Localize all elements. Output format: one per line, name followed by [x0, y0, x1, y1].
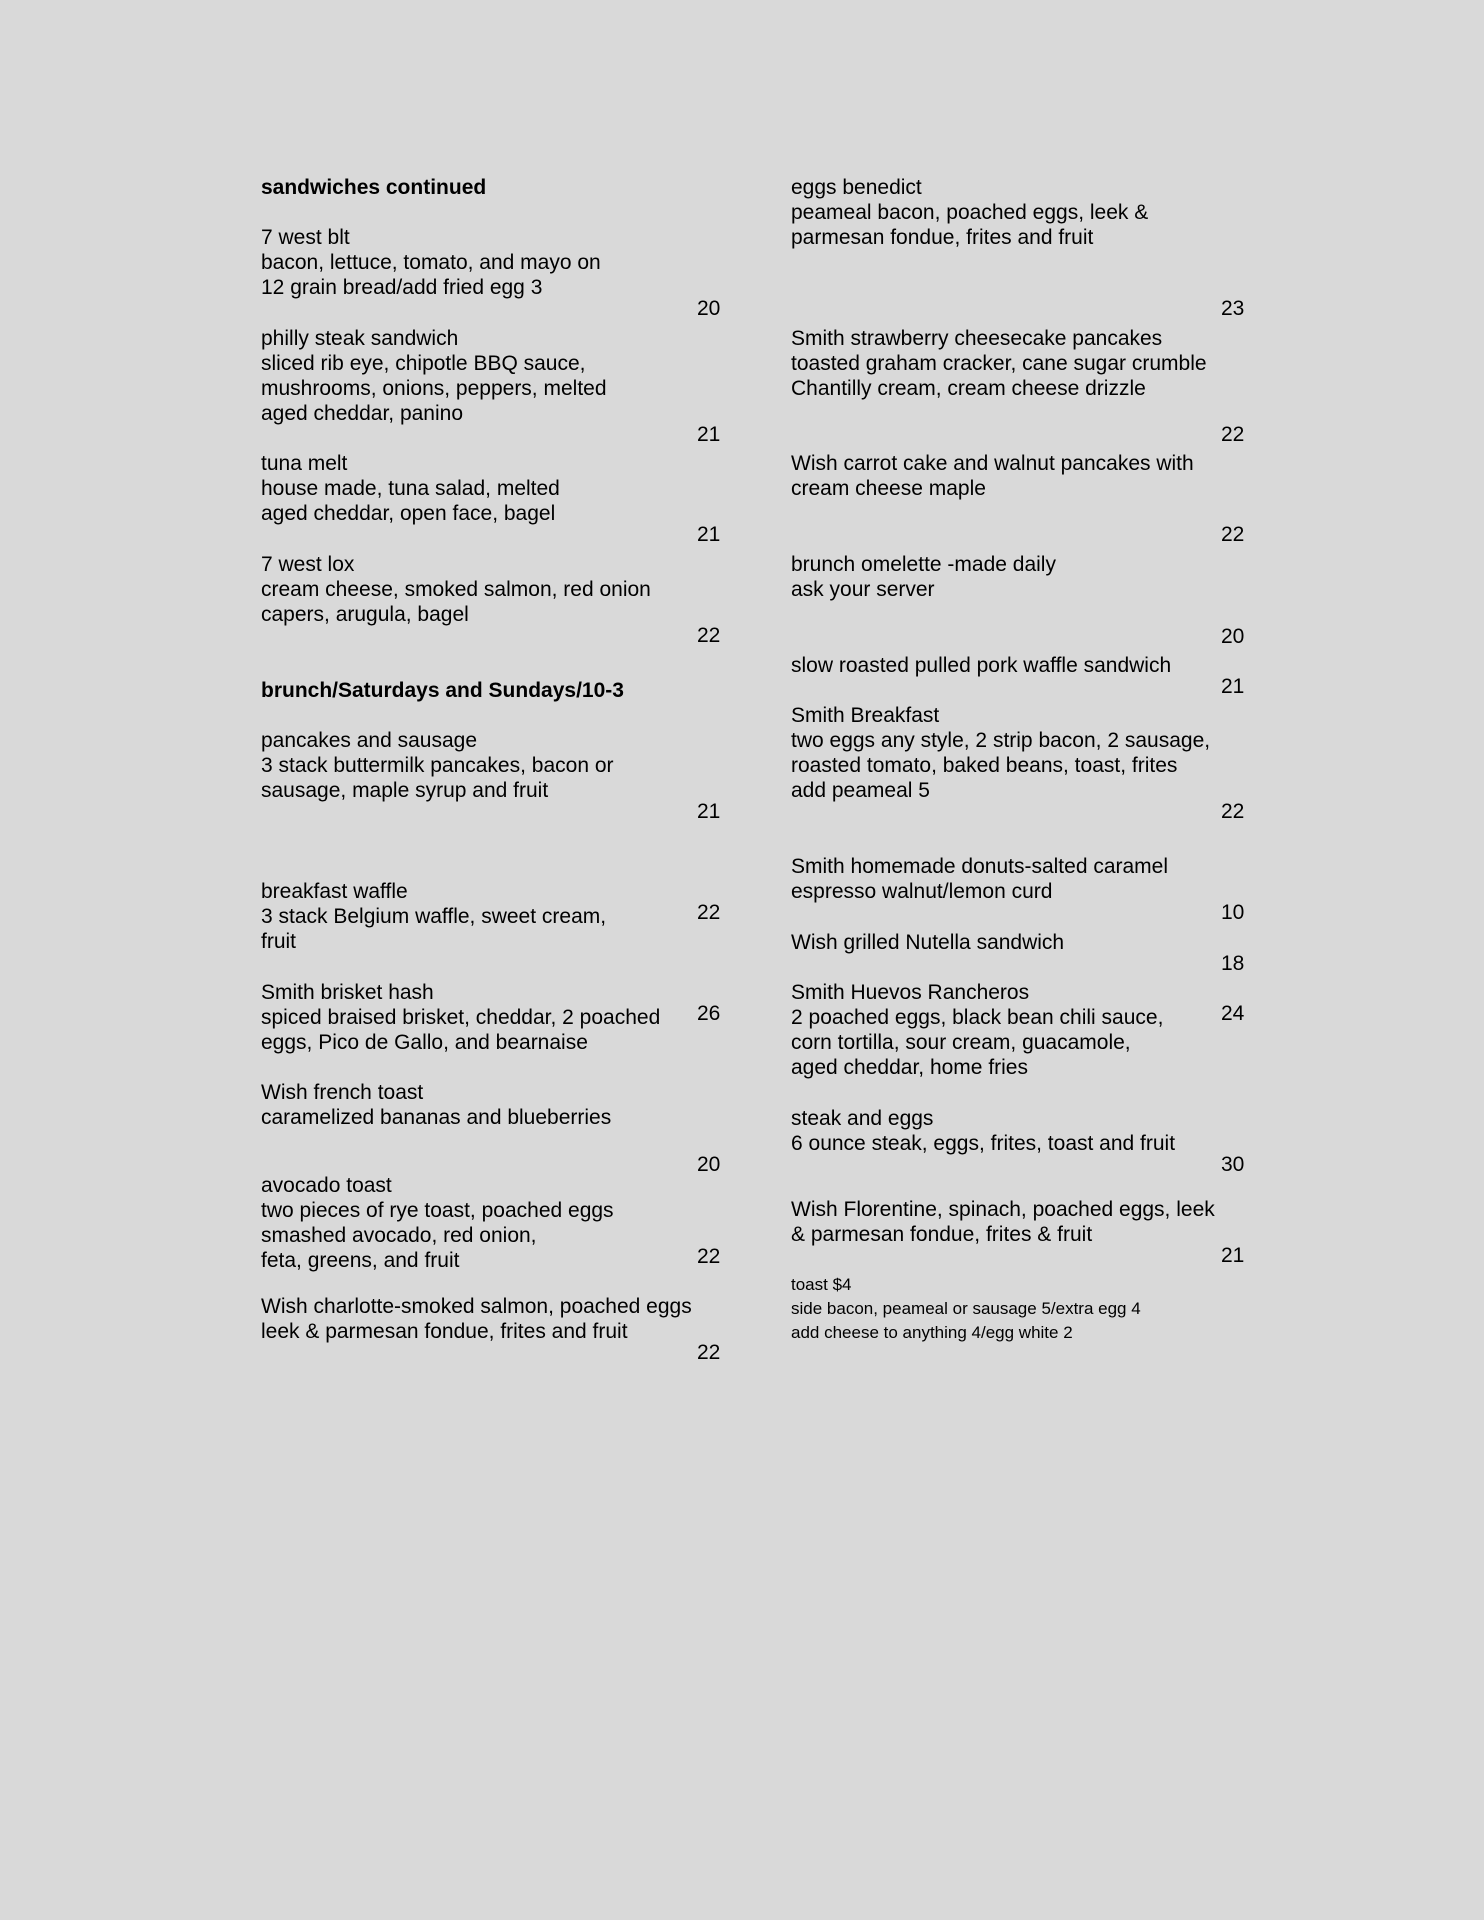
item-description: & parmesan fondue, frites & fruit — [791, 1223, 1093, 1246]
item-price: 21 — [697, 423, 721, 446]
item-price: 21 — [1221, 1244, 1245, 1267]
item-price: 21 — [1221, 675, 1245, 698]
item-description: add peameal 5 — [791, 779, 930, 802]
item-price: 22 — [697, 901, 721, 924]
item-price: 10 — [1221, 901, 1245, 924]
item-description: smashed avocado, red onion, — [261, 1224, 537, 1247]
item-name: Smith Huevos Rancheros — [791, 981, 1030, 1004]
item-description: sliced rib eye, chipotle BBQ sauce, — [261, 352, 586, 375]
item-description: corn tortilla, sour cream, guacamole, — [791, 1031, 1131, 1054]
item-price: 20 — [697, 297, 721, 320]
item-description: sausage, maple syrup and fruit — [261, 779, 549, 802]
item-price: 26 — [697, 1002, 721, 1025]
item-description: feta, greens, and fruit — [261, 1249, 460, 1272]
item-price: 22 — [1221, 800, 1245, 823]
item-price: 24 — [1221, 1002, 1245, 1025]
item-price: 30 — [1221, 1153, 1245, 1176]
item-name: Wish Florentine, spinach, poached eggs, leek — [791, 1198, 1215, 1221]
item-name: Wish french toast — [261, 1081, 424, 1104]
item-description: fruit — [261, 930, 297, 953]
item-price: 23 — [1221, 297, 1245, 320]
section-heading-brunch: brunch/Saturdays and Sundays/10-3 — [261, 679, 624, 702]
item-description: cream cheese maple — [791, 477, 986, 500]
item-name: Wish charlotte-smoked salmon, poached eggs — [261, 1295, 692, 1318]
item-name: Smith strawberry cheesecake pancakes — [791, 327, 1163, 350]
item-description: two pieces of rye toast, poached eggs — [261, 1199, 614, 1222]
item-name: 7 west lox — [261, 553, 355, 576]
item-price: 22 — [1221, 423, 1245, 446]
item-price: 21 — [697, 800, 721, 823]
item-description: 6 ounce steak, eggs, frites, toast and fruit — [791, 1132, 1176, 1155]
item-name: avocado toast — [261, 1174, 392, 1197]
item-description: capers, arugula, bagel — [261, 603, 469, 626]
item-description: 3 stack Belgium waffle, sweet cream, — [261, 905, 607, 928]
item-name: breakfast waffle — [261, 880, 408, 903]
item-name: Smith Breakfast — [791, 704, 940, 727]
item-description: peameal bacon, poached eggs, leek & — [791, 201, 1149, 224]
side-note-line: toast $4 — [791, 1275, 852, 1294]
item-price: 21 — [697, 523, 721, 546]
item-description: Chantilly cream, cream cheese drizzle — [791, 377, 1146, 400]
item-name: 7 west blt — [261, 226, 350, 249]
item-name: steak and eggs — [791, 1107, 934, 1130]
item-name: slow roasted pulled pork waffle sandwich — [791, 654, 1172, 677]
item-name: pancakes and sausage — [261, 729, 477, 752]
item-description: leek & parmesan fondue, frites and fruit — [261, 1320, 628, 1343]
item-name: philly steak sandwich — [261, 327, 459, 350]
item-description: ask your server — [791, 578, 935, 601]
item-price: 22 — [697, 1245, 721, 1268]
item-description: espresso walnut/lemon curd — [791, 880, 1053, 903]
item-description: toasted graham cracker, cane sugar crumble — [791, 352, 1207, 375]
item-description: 12 grain bread/add fried egg 3 — [261, 276, 543, 299]
section-heading-sandwiches: sandwiches continued — [261, 176, 487, 199]
item-name: brunch omelette -made daily — [791, 553, 1056, 576]
item-description: aged cheddar, open face, bagel — [261, 502, 556, 525]
item-description: 2 poached eggs, black bean chili sauce, — [791, 1006, 1164, 1029]
item-name: Wish grilled Nutella sandwich — [791, 931, 1065, 954]
item-description: cream cheese, smoked salmon, red onion — [261, 578, 651, 601]
item-description: caramelized bananas and blueberries — [261, 1106, 612, 1129]
item-description: aged cheddar, panino — [261, 402, 464, 425]
item-name: Smith brisket hash — [261, 981, 434, 1004]
item-description: two eggs any style, 2 strip bacon, 2 sausage, — [791, 729, 1211, 752]
item-description: 3 stack buttermilk pancakes, bacon or — [261, 754, 614, 777]
side-note-line: add cheese to anything 4/egg white 2 — [791, 1323, 1073, 1342]
item-price: 22 — [1221, 523, 1245, 546]
item-description: bacon, lettuce, tomato, and mayo on — [261, 251, 601, 274]
item-description: mushrooms, onions, peppers, melted — [261, 377, 607, 400]
item-price: 20 — [1221, 625, 1245, 648]
item-name: tuna melt — [261, 452, 348, 475]
item-price: 20 — [697, 1153, 721, 1176]
item-name: Wish carrot cake and walnut pancakes with — [791, 452, 1194, 475]
item-description: parmesan fondue, frites and fruit — [791, 226, 1094, 249]
item-description: aged cheddar, home fries — [791, 1056, 1028, 1079]
item-description: roasted tomato, baked beans, toast, frites — [791, 754, 1178, 777]
item-name: Smith homemade donuts-salted caramel — [791, 855, 1169, 878]
item-description: eggs, Pico de Gallo, and bearnaise — [261, 1031, 588, 1054]
item-price: 22 — [697, 1341, 721, 1364]
side-note-line: side bacon, peameal or sausage 5/extra egg 4 — [791, 1299, 1141, 1318]
item-description: house made, tuna salad, melted — [261, 477, 560, 500]
item-price: 22 — [697, 624, 721, 647]
item-price: 18 — [1221, 952, 1245, 975]
item-name: eggs benedict — [791, 176, 922, 199]
item-description: spiced braised brisket, cheddar, 2 poached — [261, 1006, 661, 1029]
